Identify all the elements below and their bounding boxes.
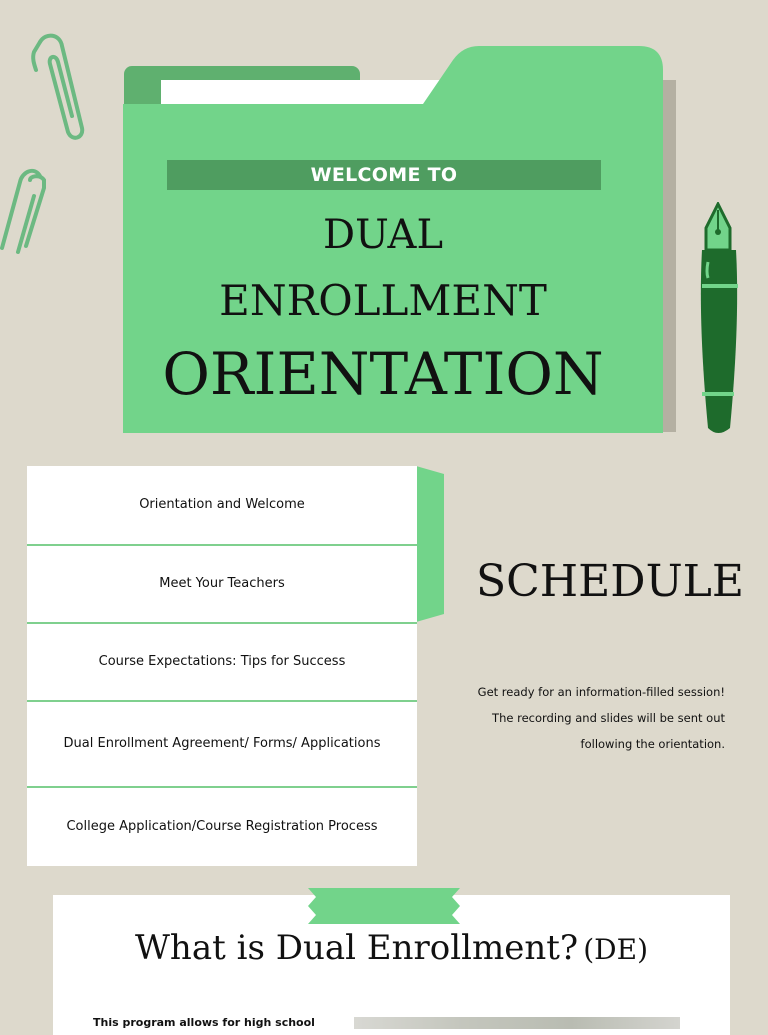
schedule-note-line: The recording and slides will be sent out bbox=[492, 711, 725, 725]
schedule-note bbox=[450, 679, 725, 757]
what-is-abbr: (DE) bbox=[583, 933, 648, 966]
what-is-text: This program allows for high school bbox=[93, 1016, 315, 1029]
fountain-pen-icon bbox=[696, 202, 742, 436]
what-is-title bbox=[53, 928, 730, 968]
schedule-tab bbox=[416, 466, 446, 622]
schedule-item: Dual Enrollment Agreement/ Forms/ Applications bbox=[63, 736, 381, 751]
ribbon-banner bbox=[308, 886, 460, 926]
what-is-title-text: What is Dual Enrollment? bbox=[134, 928, 579, 968]
paperclip-icon bbox=[0, 166, 50, 258]
schedule-note-line: Get ready for an information-filled session! bbox=[477, 685, 725, 699]
welcome-band: WELCOME TO bbox=[167, 160, 601, 190]
title-line-orientation: ORIENTATION bbox=[162, 340, 604, 408]
schedule-note-line: following the orientation. bbox=[580, 737, 725, 751]
what-is-photo bbox=[354, 1017, 680, 1029]
title-line-enrollment: ENROLLMENT bbox=[219, 276, 547, 325]
schedule-item: Course Expectations: Tips for Success bbox=[98, 654, 346, 669]
schedule-title: SCHEDULE bbox=[476, 556, 744, 607]
schedule-item: Orientation and Welcome bbox=[139, 497, 305, 512]
paperclip-icon bbox=[26, 30, 90, 142]
schedule-list bbox=[27, 466, 417, 866]
schedule-item: Meet Your Teachers bbox=[159, 576, 285, 591]
schedule-item: College Application/Course Registration Process bbox=[66, 819, 378, 834]
title-line-dual: DUAL bbox=[323, 212, 443, 258]
